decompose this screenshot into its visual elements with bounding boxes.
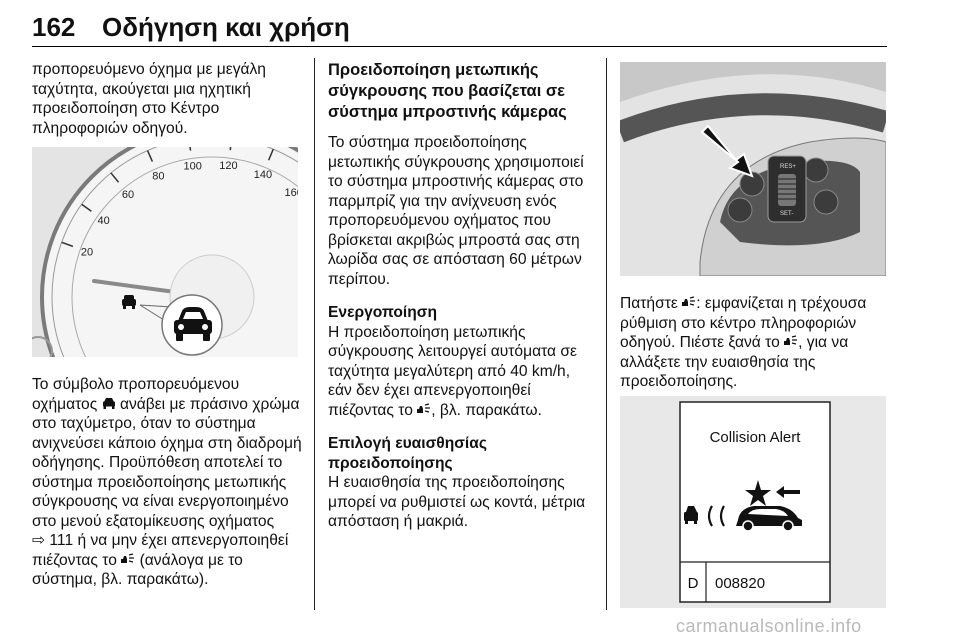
subheading-activation: Ενεργοποίηση (328, 304, 437, 321)
watermark: carmanualsonline.info (676, 616, 862, 636)
column-divider (606, 58, 607, 610)
press-instruction (620, 294, 888, 392)
page-number: 162 (32, 12, 76, 42)
page-header (32, 6, 887, 47)
collision-warning-icon (121, 553, 135, 565)
collision-warning-icon (682, 296, 696, 308)
paragraph-text: : εμφανίζεται η τρέχουσα ρύθμιση στο κέντρο πληροφοριών οδηγού. Πιέστε ξανά το (620, 295, 867, 351)
display-footer-d: D (687, 575, 699, 592)
speedometer-tick-label: 20 (80, 246, 94, 259)
paragraph-text: Το σύμβολο προπορευόμενου οχήματος (32, 376, 240, 413)
paragraph-text: ανάβει με πράσινο χρώμα στο ταχύμετρο, όταν το σύστημα ανιχνεύσει κάποιο όχημα στη διαδρομή οδήγησης. Προϋπόθεση αποτελεί το σύστημα προειδοποίησης μετωπικής σύγκρουσης να είναι ενεργοποιημένο στο μενού εξατομίκευσης οχήματος (32, 395, 302, 530)
speedometer-tick-label: 100 (183, 160, 202, 173)
paragraph-text: (ανάλογα με το σύστημα, βλ. παρακάτω). (32, 551, 243, 588)
speedometer-tick-label: 40 (97, 214, 110, 227)
paragraph-text: Η ευαισθησία της προειδοποίησης μπορεί να ρυθμιστεί ως κοντά, μέτρια απόσταση ή μακριά. (328, 474, 586, 530)
column-divider (314, 58, 315, 610)
collision-warning-icon (784, 335, 798, 347)
speedometer-tick-label: 60 (121, 188, 135, 201)
set-label: SET- (780, 211, 794, 217)
column-1 (32, 60, 302, 138)
res-label: RES+ (780, 164, 796, 170)
paragraph-text: , για να αλλάξετε την ευαισθησία της προειδοποίησης. (620, 334, 849, 390)
symbol-description (32, 375, 302, 590)
paragraph-text: , βλ. παρακάτω. (431, 401, 542, 419)
section-heading: Προειδοποίηση μετωπικής σύγκρουσης που βασίζεται σε σύστημα μπροστινής κάμερας (328, 61, 567, 121)
paragraph-text: Το σύστημα προειδοποίησης μετωπικής σύγκρουσης χρησιμοποιεί το σύστημα μπροστινής κάμερας στο παρμπρίζ για την ανίχνευση ενός προπορευόμενου οχήματος που βρίσκεται ακριβώς μπροστά σας στη λωρίδα σας σε απόσταση 60 μέτρων περίπου. (328, 134, 584, 288)
speedometer-tick-label: 16 (284, 187, 297, 200)
speedometer-figure (32, 147, 298, 357)
car-front-icon (102, 397, 116, 409)
intro-paragraph: προπορευόμενο όχημα με μεγάλη ταχύτητα, ακούγεται μια ηχητική προειδοποίηση στο Κέντρο πληροφοριών οδηγού. (32, 61, 266, 137)
speedometer-illustration (32, 147, 298, 357)
paragraph-text: Πατήστε (620, 295, 678, 312)
collision-warning-icon (417, 403, 431, 415)
page-title: Οδήγηση και χρήση (102, 12, 350, 42)
paragraph-text: Η προειδοποίηση μετωπικής σύγκρουσης λειτουργεί αυτόματα σε ταχύτητα μεγαλύτερη από 40 km/h, εάν δεν έχει απενεργοποιηθεί πιέζοντας το (328, 323, 577, 419)
steering-wheel-illustration (620, 62, 886, 276)
display-footer-code: 008820 (715, 575, 766, 592)
speedometer-tick-label: 80 (152, 170, 165, 183)
speedometer-tick-label: 140 (253, 169, 273, 182)
paragraph-text: ή να μην έχει απενεργοποιηθεί πιέζοντας το (32, 532, 289, 569)
subheading-sensitivity: Επιλογή ευαισθησίας προειδοποίησης (328, 435, 487, 472)
page-reference[interactable]: 111 (49, 532, 74, 549)
collision-alert-display (620, 396, 886, 608)
display-title: Collision Alert (709, 429, 801, 446)
steering-wheel-figure (620, 62, 886, 276)
speedometer-tick-label: 120 (219, 160, 238, 173)
activation-paragraph (328, 323, 590, 421)
column-2 (328, 60, 590, 532)
collision-alert-figure (620, 396, 886, 608)
page-ref-arrow-icon: ⇨ (32, 532, 46, 549)
